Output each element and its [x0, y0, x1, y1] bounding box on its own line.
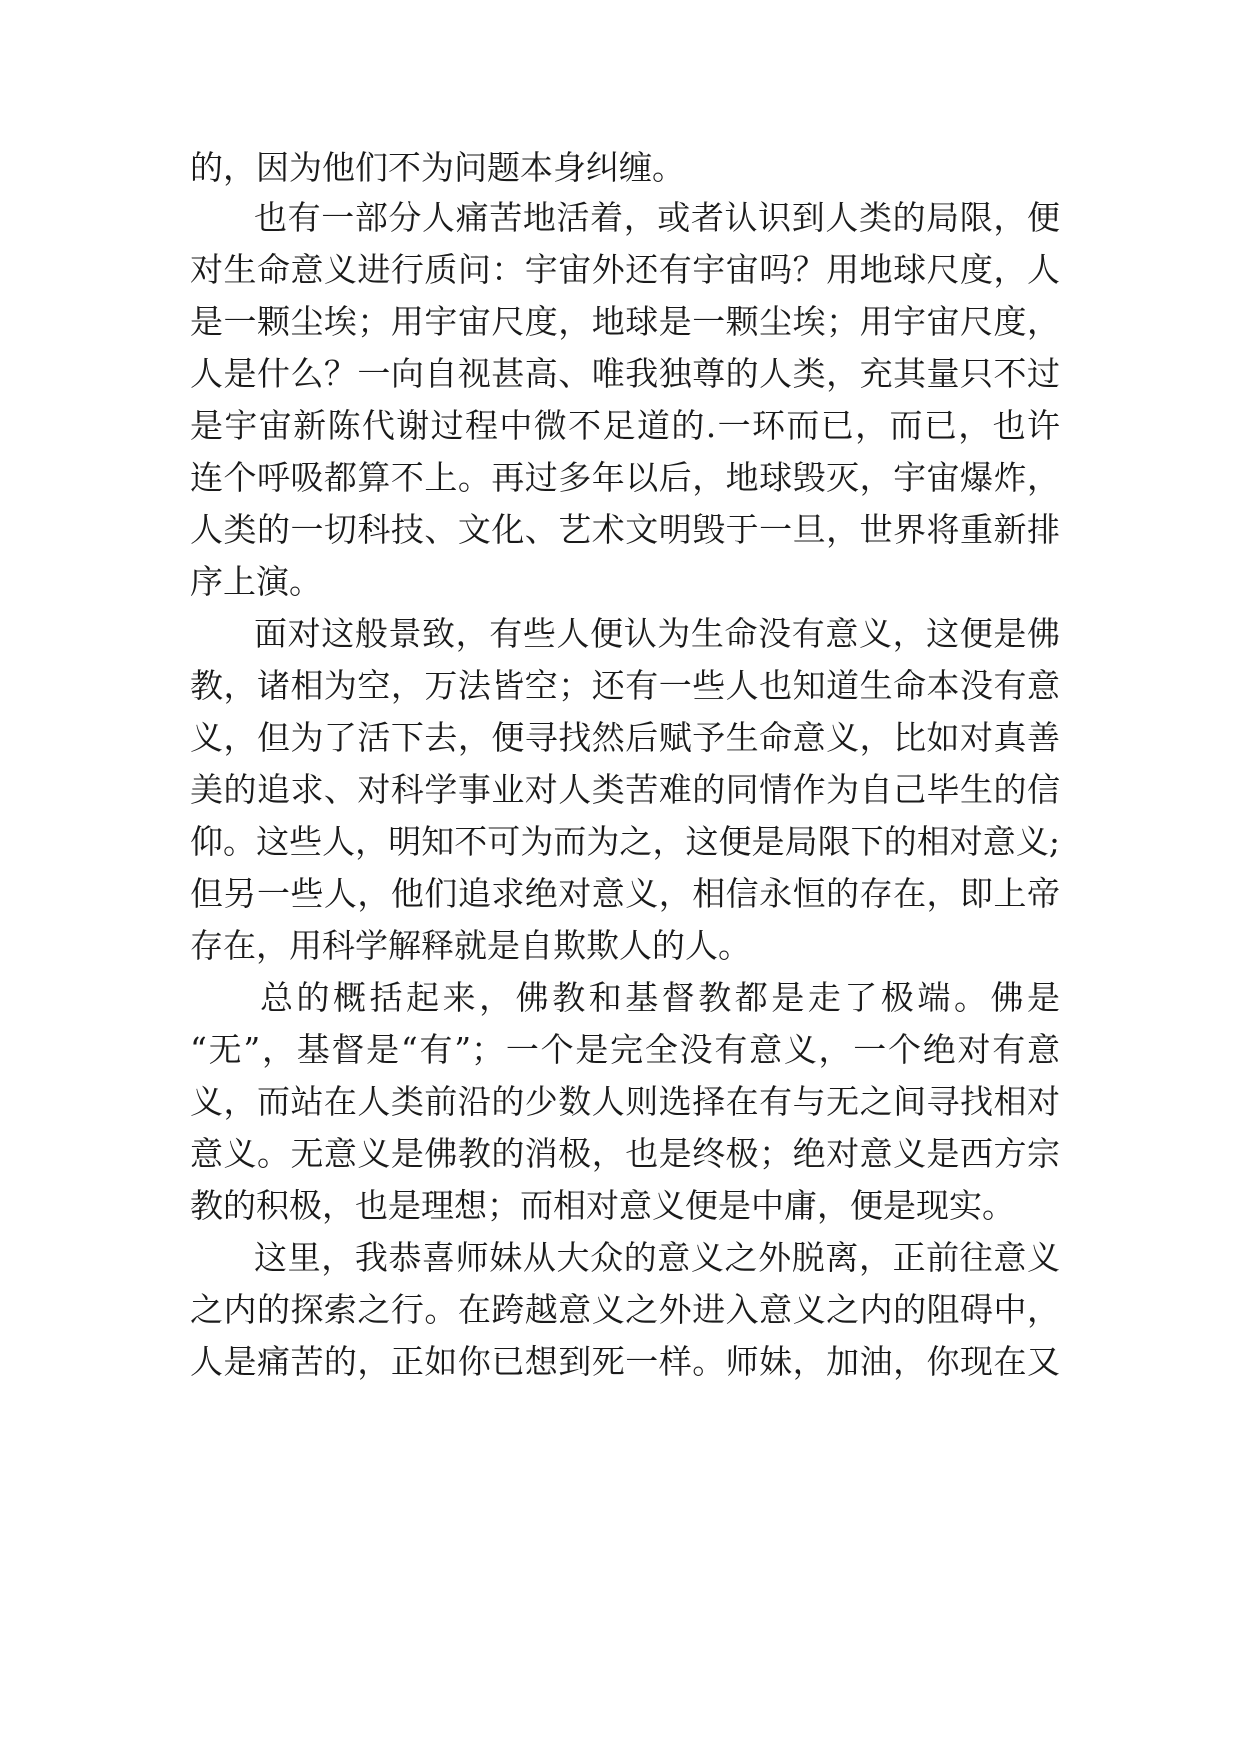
text-line: 是宇宙新陈代谢过程中微不足道的.一环而已，而已，也许 — [190, 406, 1060, 445]
text-line: 义，而站在人类前沿的少数人则选择在有与无之间寻找相对 — [190, 1082, 1060, 1121]
text-line: 教，诸相为空，万法皆空；还有一些人也知道生命本没有意 — [190, 666, 1060, 705]
text-line: 人类的一切科技、文化、艺术文明毁于一旦，世界将重新排 — [190, 510, 1060, 549]
text-line: 对生命意义进行质问：宇宙外还有宇宙吗？用地球尺度，人 — [190, 250, 1060, 289]
text-line: 是一颗尘埃；用宇宙尺度，地球是一颗尘埃；用宇宙尺度， — [190, 302, 1060, 341]
text-line: 仰。这些人，明知不可为而为之，这便是局限下的相对意义; — [190, 822, 1060, 861]
text-line: 人是什么？一向自视甚高、唯我独尊的人类，充其量只不过 — [190, 354, 1060, 393]
text-line: “无”，基督是“有”；一个是完全没有意义，一个绝对有意 — [190, 1030, 1060, 1069]
text-line: 存在，用科学解释就是自欺欺人的人。 — [190, 926, 751, 965]
text-line: 美的追求、对科学事业对人类苦难的同情作为自己毕生的信 — [190, 770, 1060, 809]
text-line: 也有一部分人痛苦地活着，或者认识到人类的局限，便 — [254, 198, 1060, 237]
text-line: 人是痛苦的，正如你已想到死一样。师妹，加油，你现在又 — [190, 1342, 1060, 1381]
text-line: 连个呼吸都算不上。再过多年以后，地球毁灭，宇宙爆炸， — [190, 458, 1060, 497]
text-line: 之内的探索之行。在跨越意义之外进入意义之内的阻碍中， — [190, 1290, 1060, 1329]
text-line: 义，但为了活下去，便寻找然后赋予生命意义，比如对真善 — [190, 718, 1060, 757]
text-line: 面对这般景致，有些人便认为生命没有意义，这便是佛 — [254, 614, 1060, 653]
text-line: 教的积极，也是理想；而相对意义便是中庸，便是现实。 — [190, 1186, 1015, 1225]
text-line: 序上演。 — [190, 562, 322, 601]
text-line: 的，因为他们不为问题本身纠缠。 — [190, 148, 685, 187]
text-line: 但另一些人，他们追求绝对意义，相信永恒的存在，即上帝 — [190, 874, 1060, 913]
text-line: 这里，我恭喜师妹从大众的意义之外脱离，正前往意义 — [254, 1238, 1060, 1277]
text-line: 意义。无意义是佛教的消极，也是终极；绝对意义是西方宗 — [190, 1134, 1060, 1173]
text-line: 总的概括起来，佛教和基督教都是走了极端。佛是 — [260, 978, 1060, 1017]
